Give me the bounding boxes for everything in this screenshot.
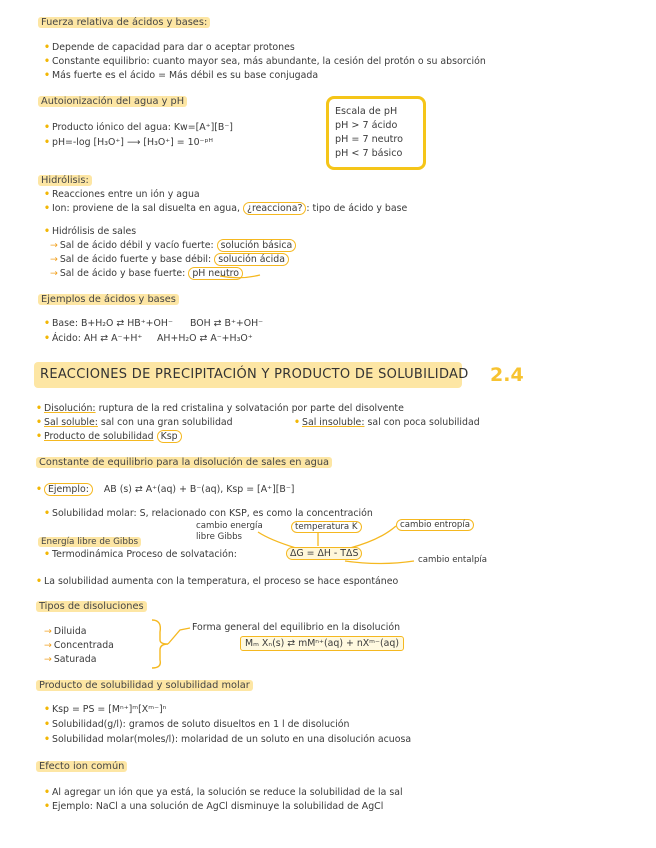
list-item: • Constante equilibrio: cuanto mayor sea, más abundante, la cesión del protón o su absorción: [44, 56, 486, 67]
list-item: → Sal de ácido fuerte y base débil: solución ácida: [50, 254, 289, 265]
list-item: • Hidrólisis de sales: [44, 226, 137, 237]
section-title-fuerza: Fuerza relativa de ácidos y bases:: [38, 17, 210, 28]
list-item: • Reacciones entre un ión y agua: [44, 189, 200, 200]
list-item: • Producto de solubilidad Ksp: [36, 431, 182, 442]
section-title-producto: Producto de solubilidad y solubilidad molar: [36, 680, 253, 691]
general-equation: Mₘ Xₙ(s) ⇄ mMⁿ⁺(aq) + nXᵐ⁻(aq): [240, 636, 404, 651]
list-item: → Diluida: [44, 626, 87, 637]
list-item: • Disolución: ruptura de la red cristalina y solvatación por parte del disolvente: [36, 403, 404, 414]
list-item: • Termodinámica Proceso de solvatación:: [44, 549, 237, 560]
list-item: → Concentrada: [44, 640, 114, 651]
ann-temp: temperatura K: [291, 521, 362, 533]
section-title-ejemplos: Ejemplos de ácidos y bases: [38, 294, 179, 305]
equation: BOH ⇄ B⁺+OH⁻: [190, 318, 264, 329]
general-equilibrium: Forma general del equilibrio en la disolución: [192, 622, 401, 633]
section-title-constante: Constante de equilibrio para la disolución de sales en agua: [36, 457, 332, 468]
page-title: REACCIONES DE PRECIPITACIÓN Y PRODUCTO DE SOLUBILIDAD: [40, 367, 469, 382]
list-item: • Ejemplo: NaCl a una solución de AgCl disminuye la solubilidad de AgCl: [44, 801, 384, 812]
list-item: • Depende de capacidad para dar o aceptar protones: [44, 42, 295, 53]
list-item: • Solubilidad molar: S, relacionado con KSP, es como la concentración: [44, 508, 373, 519]
ph-acid: pH > 7 ácido: [335, 120, 398, 131]
list-item: • Sal insoluble: sal con poca solubilidad: [294, 417, 480, 428]
list-item: • Solubilidad(g/l): gramos de soluto disueltos en 1 l de disolución: [44, 719, 350, 730]
ann-gibbs: cambio energía libre Gibbs: [196, 521, 263, 542]
list-item: • Producto iónico del agua: Kw=[A⁺][B⁻]: [44, 122, 233, 133]
section-title-autoionizacion: Autoionización del agua y pH: [38, 96, 187, 107]
list-item: → Sal de ácido y base fuerte: pH neutro: [50, 268, 243, 279]
ph-neutral: pH = 7 neutro: [335, 134, 404, 145]
list-item: • pH=-log [H₃O⁺] ⟶ [H₃O⁺] = 10⁻ᵖᴴ: [44, 137, 213, 148]
list-item: • La solubilidad aumenta con la temperatura, el proceso se hace espontáneo: [36, 576, 399, 587]
list-item: • Ácido: AH ⇄ A⁻+H⁺: [44, 333, 143, 344]
section-title-hidrolisis: Hidrólisis:: [38, 175, 92, 186]
list-item: • Base: B+H₂O ⇄ HB⁺+OH⁻: [44, 318, 173, 329]
list-item: → Saturada: [44, 654, 97, 665]
list-item: • Más fuerte es el ácido = Más débil es su base conjugada: [44, 70, 319, 81]
section-number: 2.4: [490, 364, 524, 386]
list-item: • Ion: proviene de la sal disuelta en agua, ¿reacciona? : tipo de ácido y base: [44, 203, 408, 214]
ann-enthalpy: cambio entalpía: [418, 555, 488, 565]
section-title-tipos: Tipos de disoluciones: [36, 601, 147, 612]
list-item: • Solubilidad molar(moles/l): molaridad de un soluto en una disolución acuosa: [44, 734, 412, 745]
gibbs-formula: ΔG = ΔH - TΔS: [286, 547, 362, 560]
ph-scale-box: [326, 96, 426, 170]
list-item: → Sal de ácido débil y vacío fuerte: solución básica: [50, 240, 296, 251]
ph-scale-title: Escala de pH: [335, 106, 398, 117]
section-title-efecto: Efecto ion común: [36, 761, 127, 772]
list-item: • Sal soluble: sal con una gran solubilidad: [36, 417, 233, 428]
ph-basic: pH < 7 básico: [335, 148, 403, 159]
list-item: • Al agregar un ión que ya está, la solución se reduce la solubilidad de la sal: [44, 787, 403, 798]
ann-entropy: cambio entropía: [396, 519, 474, 531]
gibbs-label: Energía libre de Gibbs: [38, 537, 141, 547]
list-item: • Ksp = PS = [Mⁿ⁺]ᵐ[Xᵐ⁻]ⁿ: [44, 704, 167, 715]
equation: AH+H₂O ⇄ A⁻+H₃O⁺: [157, 333, 253, 344]
example-line: • Ejemplo: AB (s) ⇄ A⁺(aq) + B⁻(aq), Ksp = [A⁺][B⁻]: [36, 484, 295, 495]
